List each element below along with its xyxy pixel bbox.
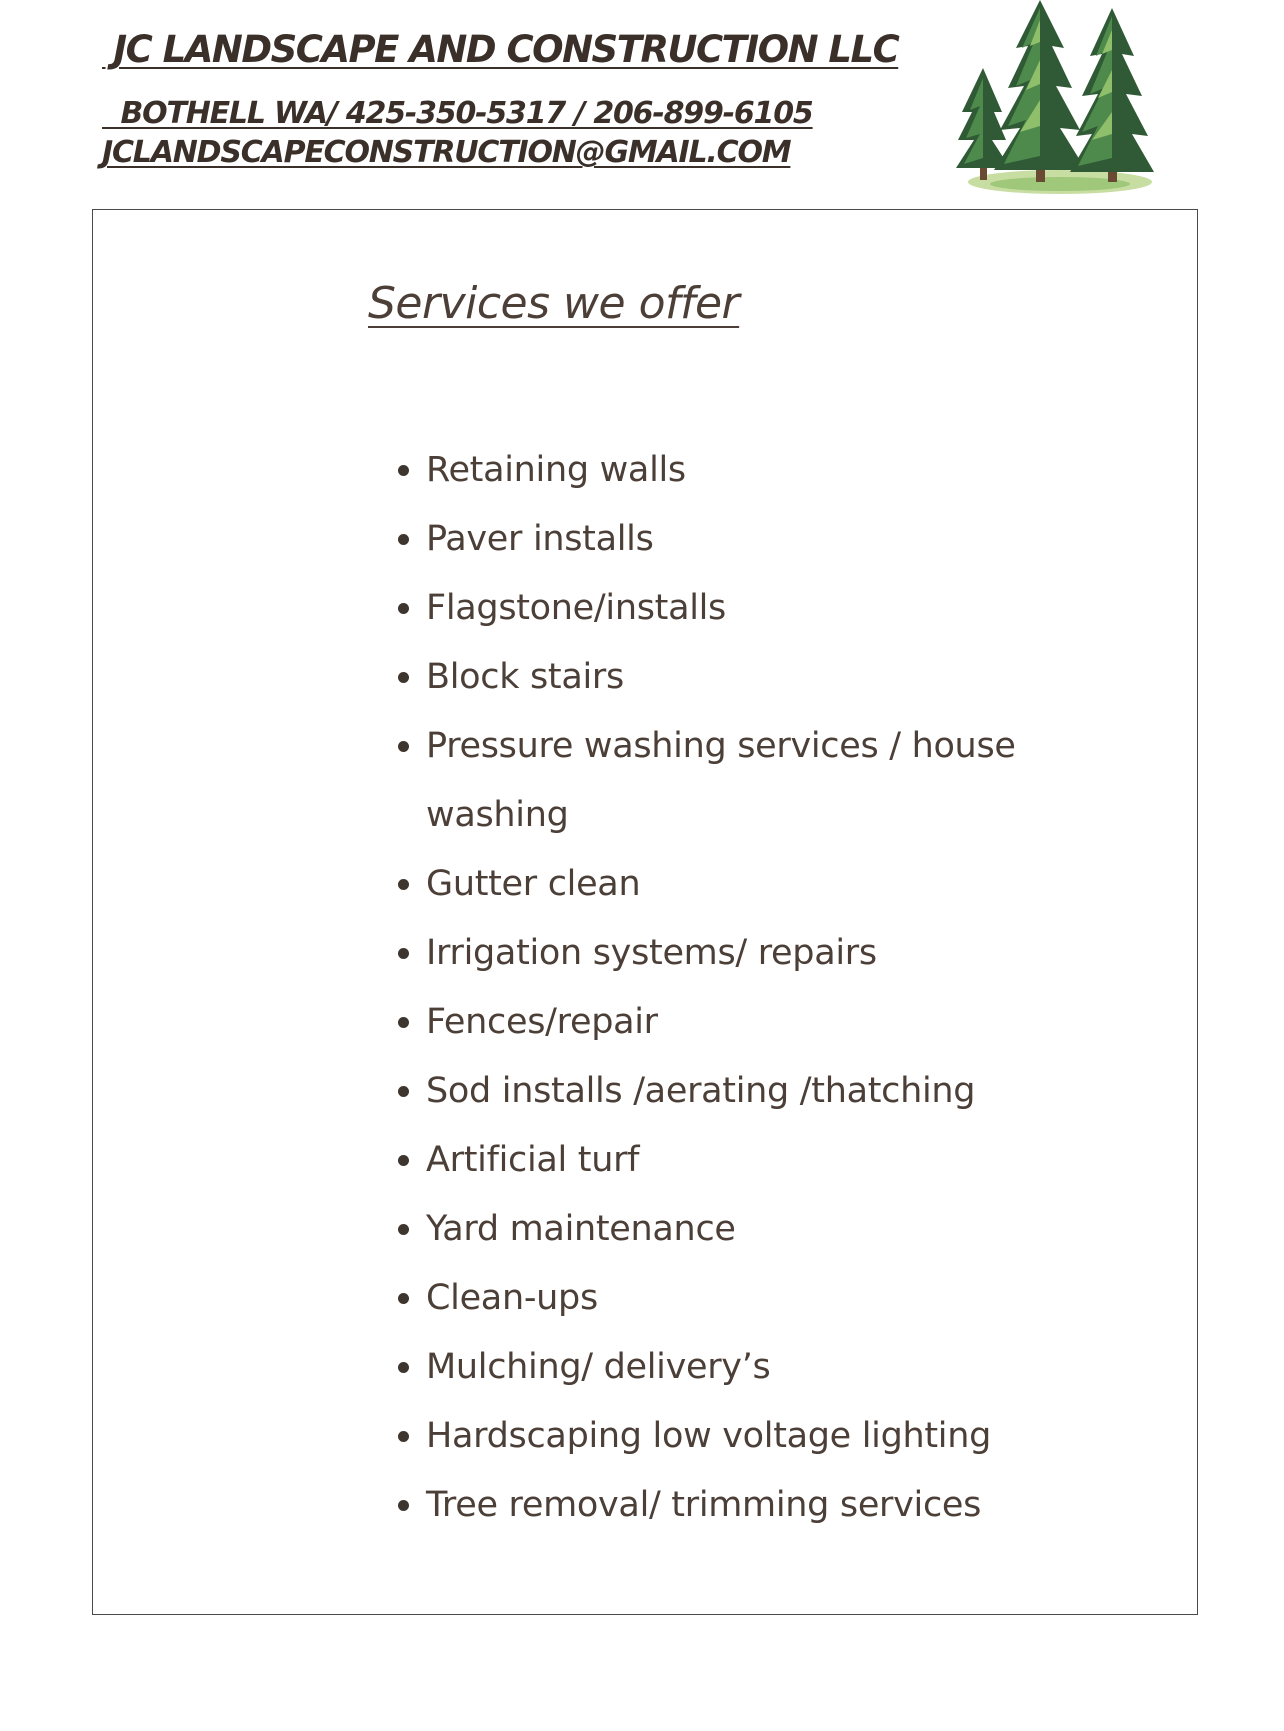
service-item: Pressure washing services / house washing <box>392 712 1092 850</box>
service-item: Hardscaping low voltage lighting <box>392 1402 1092 1471</box>
service-item: Fences/repair <box>392 988 1092 1057</box>
service-item: Yard maintenance <box>392 1195 1092 1264</box>
company-name: JC LANDSCAPE AND CONSTRUCTION LLC <box>102 28 899 71</box>
pine-trees-icon <box>950 0 1160 200</box>
location-phone: BOTHELL WA/ 425-350-5317 / 206-899-6105 <box>102 96 813 131</box>
service-item: Flagstone/installs <box>392 574 1092 643</box>
service-item: Gutter clean <box>392 850 1092 919</box>
service-item: Retaining walls <box>392 436 1092 505</box>
service-item: Sod installs /aerating /thatching <box>392 1057 1092 1126</box>
service-item: Irrigation systems/ repairs <box>392 919 1092 988</box>
services-list <box>392 436 1092 1540</box>
email-address: JCLANDSCAPECONSTRUCTION@GMAIL.COM <box>102 135 791 170</box>
service-item: Mulching/ delivery’s <box>392 1333 1092 1402</box>
service-item: Block stairs <box>392 643 1092 712</box>
service-item: Clean-ups <box>392 1264 1092 1333</box>
services-title: Services we offer <box>368 278 740 329</box>
service-item: Tree removal/ trimming services <box>392 1471 1092 1540</box>
service-item: Paver installs <box>392 505 1092 574</box>
service-item: Artificial turf <box>392 1126 1092 1195</box>
